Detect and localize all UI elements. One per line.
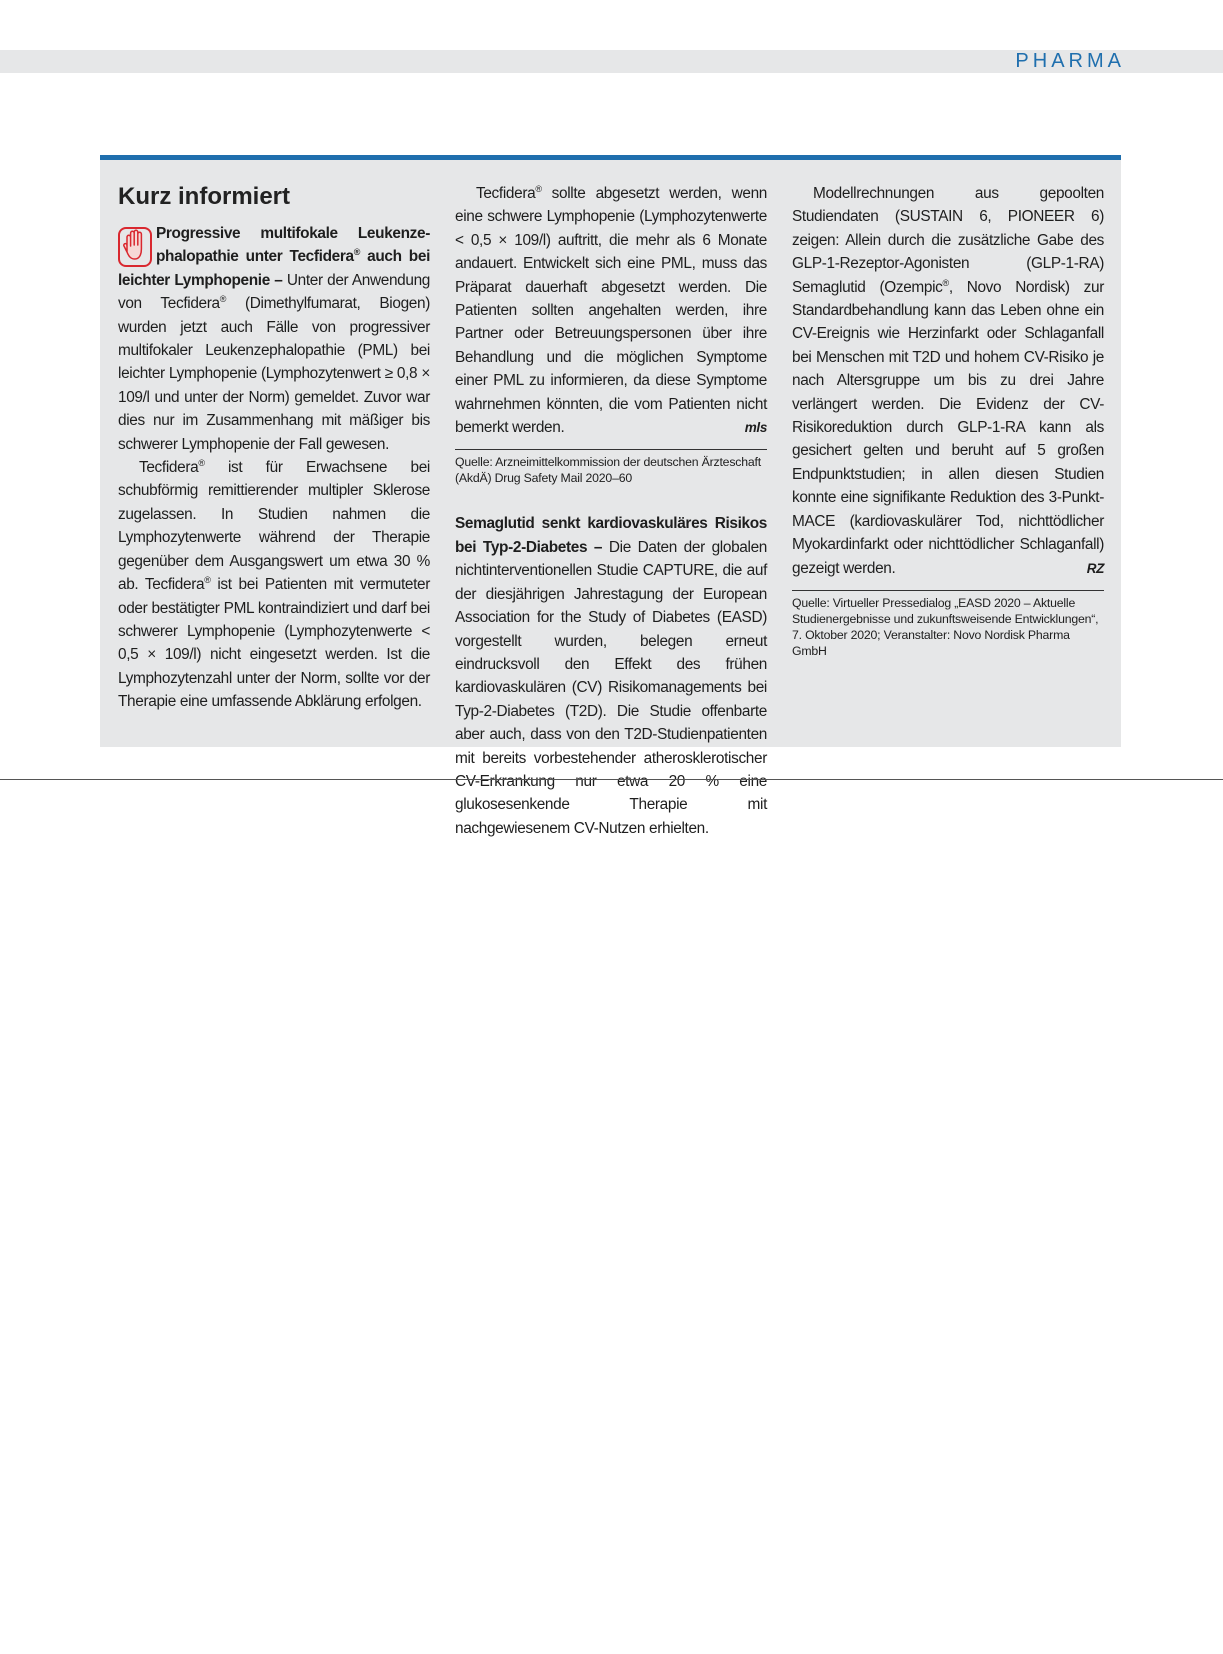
article2-para-1: Semaglutid senkt kardiovaskuläres Risikos bei Typ-2-Diabetes – Die Daten der globalen nichtinterventionellen Studie CAPTURE, die auf der diesjährigen Jahrestagung der European Association for the Study of Diabetes (EASD) vorgestellt wurden, belegen erneut eindrucksvoll den Effekt des frühen kardiovaskulären (CV) Risikomanagements bei Typ-2-Diabetes (T2D). Die Studie offenbarte aber auch, dass von den T2D-Studienpatienten mit bereits vorbestehender atherosklerotischer CV-Erkrankung nur etwa 20 % eine glukosesenkende Therapie mit nachgewiesenem CV-Nutzen erhielten. [455,515,767,837]
column-2 [455,182,767,840]
article2-author: RZ [1086,560,1104,576]
article2-headline: Semaglutid senkt kardiovaskuläres Risikos bei Typ-2-Diabetes – [455,515,767,556]
column-1 [118,182,430,714]
article1-para-2: Tecfidera® ist für Erwachsene bei schubförmig remittierender multipler Sklerose zugelassen. In Studien nahmen die Lymphozytenwerte während der Therapie gegenüber dem Ausgangswert um etwa 30 % ab. Tecfidera® ist bei Patienten mit vermuteter oder bestätigter PML kontraindiziert und darf bei schwerer Lymphopenie (Lymphozytenwerte < 0,5 × 109/l) nicht eingesetzt werden. Ist die Lymphozytenzahl unter der Norm, sollte vor der Therapie eine umfassende Abklärung erfolgen. [118,458,430,711]
article1-author: mls [744,420,767,436]
info-box [100,155,1121,837]
section-label: PHARMA [1015,50,1125,72]
box-title: Kurz informiert [118,183,291,210]
article1-headline: Progressive multifokale Leukenze-phalopathie unter Tecfidera® auch bei leichter Lymphopenie – [118,225,430,289]
hand-warning-icon [118,224,152,268]
article1-source: Quelle: Arzneimittelkommission der deutschen Ärzteschaft (AkdÄ) Drug Safety Mail 2020–60 [455,449,767,486]
article1-para-3: Tecfidera® sollte abgesetzt werden, wenn eine schwere Lymphopenie (Lymphozytenwerte < 0,5 × 109/l) auftritt, die mehr als 6 Monate andauert. Entwickelt sich eine PML, muss das Präparat dauerhaft abgesetzt werden. Die Patienten sollten angehalten werden, ihre Partner oder Betreuungspersonen über ihre Behandlung und die möglichen Symptome einer PML zu informieren, da diese Symptome wahrnehmen könnten, die vom Patienten nicht bemerkt werden. mls [455,182,767,439]
page-rule [0,779,1223,780]
column-3 [792,182,1104,659]
article2-para-2: Modellrechnungen aus gepoolten Studiendaten (SUSTAIN 6, PIONEER 6) zeigen: Allein durch die zusätzliche Gabe des GLP-1-Rezeptor-Agonisten (GLP-1-RA) Semaglutid (Ozempic®, Novo Nordisk) zur Standardbehandlung kann das Leben ohne ein CV-Ereignis wie Herzinfarkt oder Schlaganfall bei Menschen mit T2D und hohem CV-Risiko je nach Altersgruppe um bis zu drei Jahre verlängert werden. Die Evidenz der CV-Risikoreduktion durch GLP-1-RA kann als gesichert gelten und beruht auf 5 großen Endpunktstudien; in allen diesen Studien konnte eine signifikante Reduktion des 3-Punkt-MACE (kardiovaskulärer Tod, nichttödlicher Myokardinfarkt oder nichttödlicher Schlaganfall) gezeigt werden. RZ [792,182,1104,580]
article2-source: Quelle: Virtueller Pressedialog „EASD 2020 – Aktuelle Studienergebnisse und zukunftsweisende Entwicklungen“, 7. Oktober 2020; Veranstalter: Novo Nordisk Pharma GmbH [792,590,1104,659]
spacer [455,486,767,512]
article1-para-1: Progressive multifokale Leukenze-phalopathie unter Tecfidera® auch bei leichter Lymphopenie – Unter der Anwendung von Tecfidera® (Dimethylfumarat, Biogen) wurden jetzt auch Fälle von progressiver multifokaler Leukenzephalopathie (PML) bei leichter Lymphopenie (Lymphozytenwert ≥ 0,8 × 109/l und unter der Norm) gemeldet. Zuvor war dies nur im Zusammenhang mit mäßiger bis schwerer Lymphopenie der Fall gewesen. [118,225,430,453]
